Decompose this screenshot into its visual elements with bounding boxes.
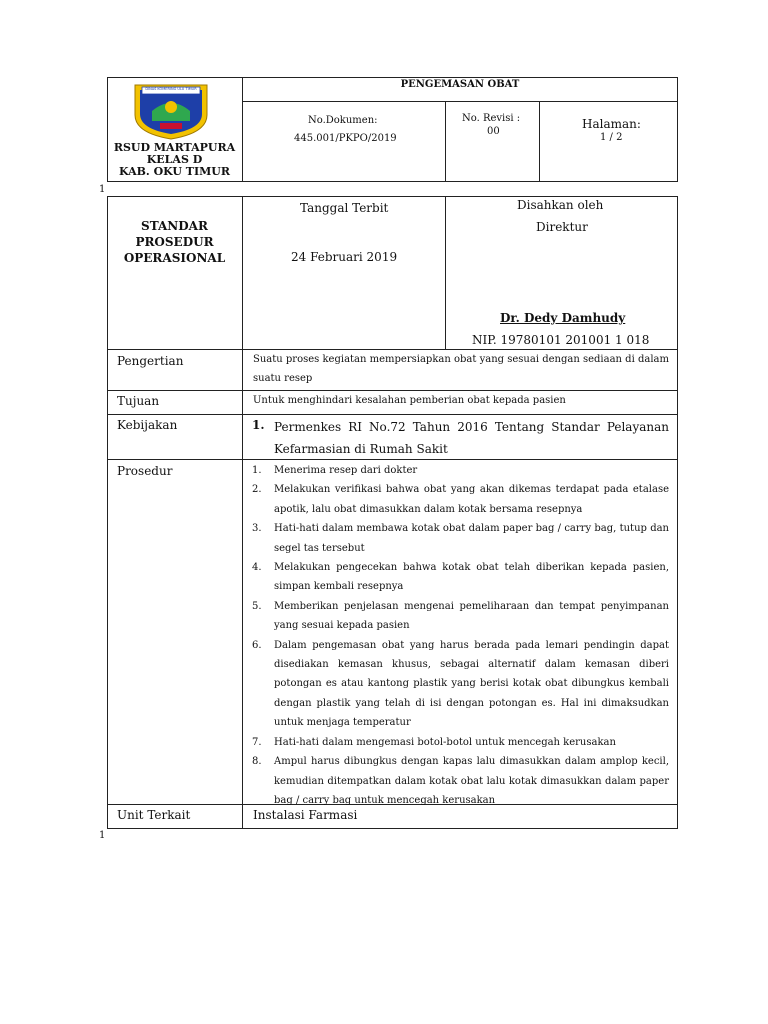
list-item [252,597,669,636]
sop-title-line-2: PROSEDUR [135,235,214,249]
page-value: 1 / 2 [600,132,623,143]
list-item [252,636,669,733]
list-item-text: Dalam pengemasan obat yang harus berada pada lemari pendingin dapat disediakan kemasan khusus, sebagai alternatif dalam kemasan diberi potongan es atau kantong plastik yang berisi kotak obat dibungkus kembali dengan plastik yang telah di isi dengan potongan es. Hal ini dimaksudkan untuk menjaga temperatur [274,639,669,729]
document-title: PENGEMASAN OBAT [400,79,520,90]
sop-title-line-3: OPERASIONAL [123,251,226,265]
list-item-text: Melakukan verifikasi bahwa obat yang akan dikemas terdapat pada etalase apotik, lalu obat dimasukkan dalam kotak bersama resepnya [274,484,669,515]
logo-text: DINAS KOMERING ULU TIMUR [145,87,197,91]
list-item [252,461,669,480]
list-item-number: 8. [252,756,262,768]
approved-role: Direktur [536,220,588,234]
list-item [252,752,669,810]
list-item [252,733,669,752]
list-item-text: Melakukan pengecekan bahwa kotak obat telah diberikan kepada pasien, simpan kembali resepnya [274,562,669,593]
signer-name: Dr. Dedy Damhudy [500,311,626,325]
list-item-number: 4. [252,562,262,574]
list-item-number: 7. [252,736,262,748]
list-item [252,480,669,519]
doc-number-label: No.Dokumen: [308,115,378,126]
tujuan-label: Tujuan [117,394,160,408]
hospital-line-1: RSUD MARTAPURA [113,141,236,154]
list-item-number: 3. [252,523,262,535]
sop-title-line-1: STANDAR [141,219,208,233]
prosedur-label: Prosedur [117,464,173,478]
kebijakan-text: Permenkes RI No.72 Tahun 2016 Tentang Standar Pelayanan Kefarmasian di Rumah Sakit [274,420,669,456]
hospital-name [107,142,242,178]
list-item-text: Memberikan penjelasan mengenai pemeliharaan dan tempat penyimpanan yang sesuai kepada pasien [274,600,669,632]
pengertian-label: Pengertian [117,354,184,368]
hospital-line-2: KELAS D [146,153,203,166]
list-item-text: Menerima resep dari dokter [274,465,418,476]
unit-text: Instalasi Farmasi [253,808,358,822]
list-item [252,519,669,558]
list-item-text: Ampul harus dibungkus dengan kapas lalu dimasukkan dalam amplop kecil, kemudian ditempatkan dalam kotak obat lalu kotak dimasukkan dalam paper bag / carry bag untuk mencegah kerusakan [274,756,669,806]
list-item-number: 6. [252,639,262,651]
issued-label: Tanggal Terbit [300,201,389,215]
pengertian-text: Suatu proses kegiatan mempersiapkan obat yang sesuai dengan sediaan di dalam suatu resep [253,354,669,384]
page-label: Halaman: [582,117,641,131]
revision-value: 00 [487,126,500,137]
doc-number-value: 445.001/PKPO/2019 [294,133,397,144]
approved-label: Disahkan oleh [517,198,604,212]
revision-label: No. Revisi : [462,113,521,124]
prosedur-list [252,461,669,810]
kebijakan-label: Kebijakan [117,418,178,432]
unit-label: Unit Terkait [117,808,191,822]
list-item-text: Hati-hati dalam mengemasi botol-botol untuk mencegah kerusakan [274,736,616,748]
issued-date: 24 Februari 2019 [291,250,398,264]
tujuan-text: Untuk menghindari kesalahan pemberian obat kepada pasien [253,395,566,406]
kebijakan-number: 1. [252,418,265,432]
signer-nip: NIP. 19780101 201001 1 018 [472,333,650,347]
list-item-number: 2. [252,484,262,496]
sop-title [107,218,242,266]
list-item-number: 1. [252,465,262,476]
page-marker-top: 1 [99,184,106,195]
hospital-line-3: KAB. OKU TIMUR [118,165,231,178]
list-item-text: Hati-hati dalam membawa kotak obat dalam paper bag / carry bag, tutup dan segel tas tersebut [274,523,669,554]
list-item-number: 5. [252,600,262,612]
list-item [252,558,669,597]
page-marker-bottom: 1 [99,830,106,841]
